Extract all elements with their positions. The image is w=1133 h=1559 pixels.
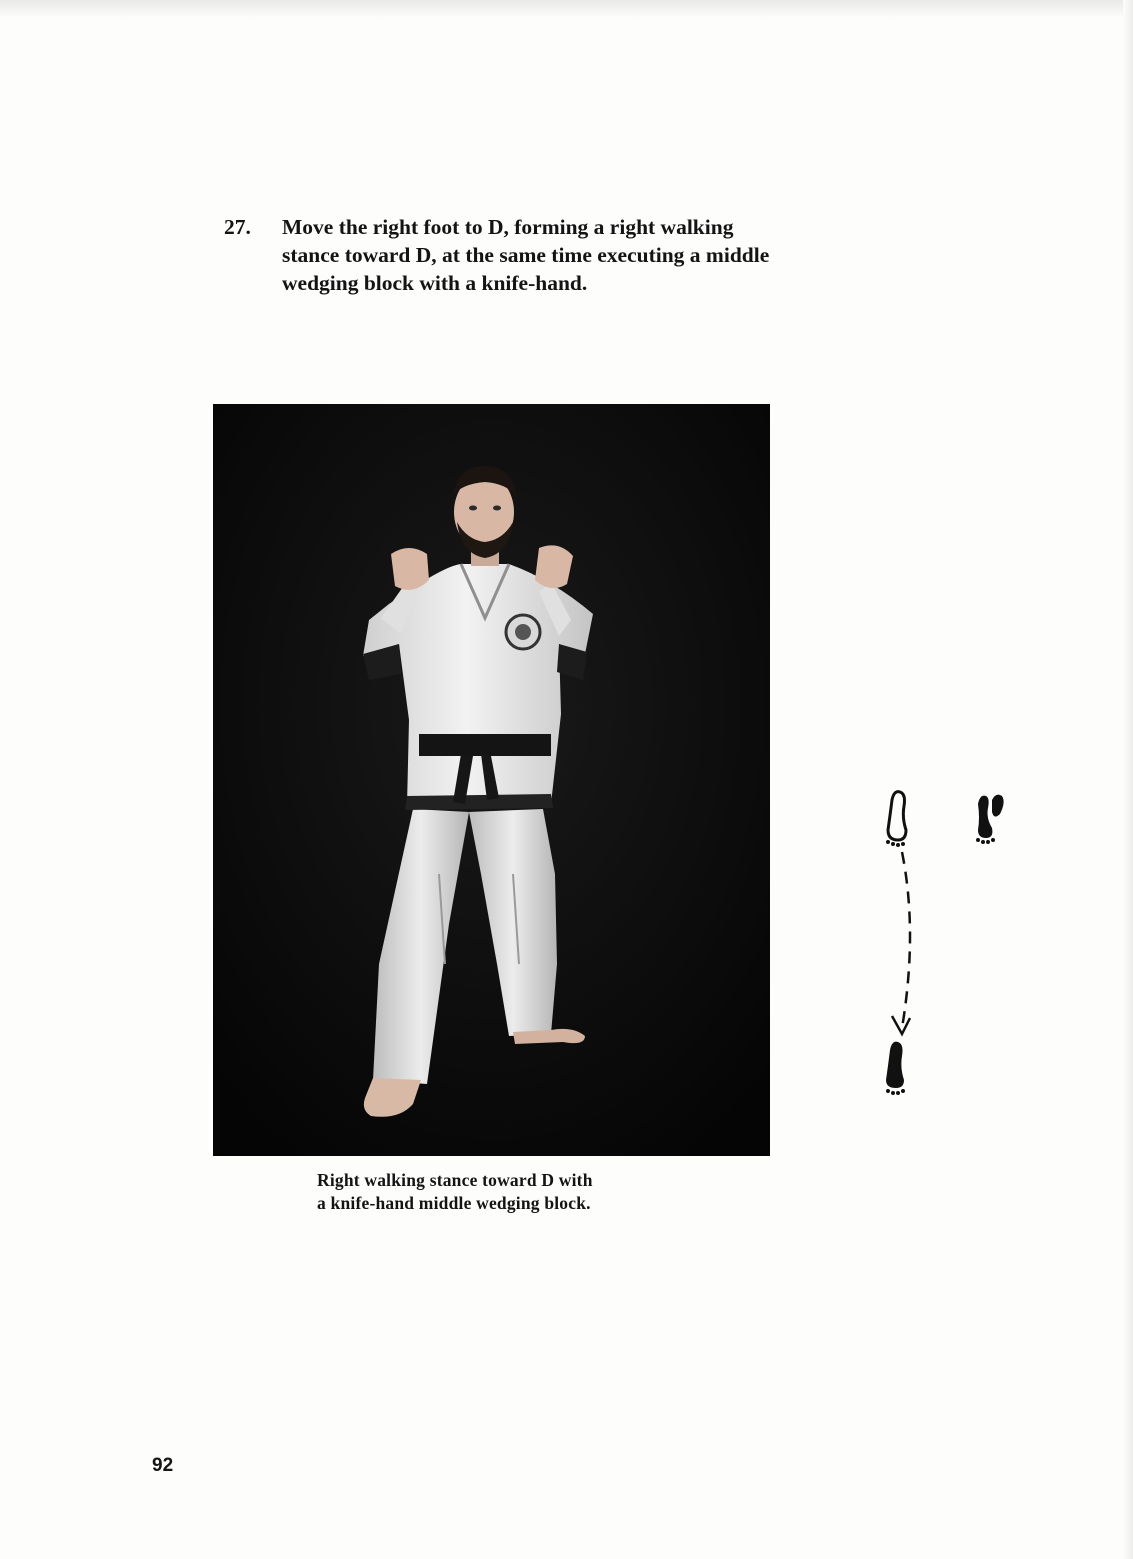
filled-footprint-icon: [976, 795, 1004, 844]
scan-edge-shadow: [0, 0, 1133, 18]
page-number: 92: [152, 1455, 174, 1476]
step-text-line: stance toward D, at the same time executing a middle: [282, 243, 770, 267]
martial-arts-photo: [213, 404, 770, 1156]
step-number: 27.: [224, 215, 251, 239]
step-text-line: wedging block with a knife-hand.: [282, 271, 588, 295]
dashed-arrow-icon: [892, 852, 910, 1034]
outline-footprint-icon: [886, 792, 906, 847]
caption-line: a knife-hand middle wedging block.: [317, 1193, 591, 1213]
photo-illustration: [213, 404, 770, 1156]
caption-line: Right walking stance toward D with: [317, 1170, 593, 1190]
step-text: [282, 213, 882, 297]
left-hand: [391, 548, 429, 590]
right-hand: [535, 545, 573, 588]
destination-footprint-icon: [886, 1042, 905, 1095]
photo-caption: [317, 1169, 737, 1215]
step-text-line: Move the right foot to D, forming a right walking: [282, 215, 734, 239]
footwork-diagram: [866, 782, 1026, 1102]
scan-edge-shadow-right: [1123, 0, 1133, 1559]
